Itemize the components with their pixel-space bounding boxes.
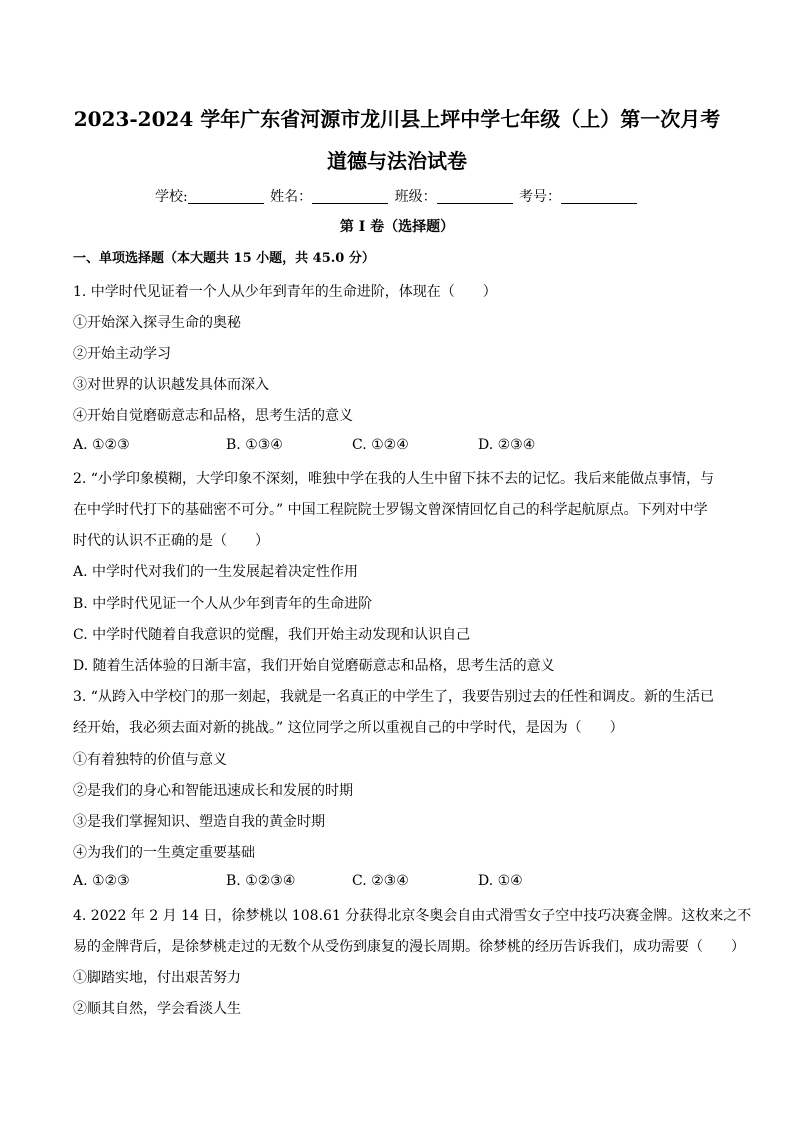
student-info-row	[0, 186, 794, 206]
q3-item-1: ①有着独特的价值与意义	[73, 752, 227, 768]
q1-item-1: ①开始深入探寻生命的奥秘	[73, 315, 241, 331]
name-blank[interactable]	[312, 189, 388, 204]
q4-item-2: ②顺其自然，学会看淡人生	[73, 1001, 241, 1017]
q2-stem-line3: 时代的认识不正确的是（ ）	[73, 533, 269, 549]
q3-option-a[interactable]: A. ①②③	[73, 873, 130, 889]
q3-option-d[interactable]: D. ①④	[478, 873, 523, 889]
exam-title-line2: 道德与法治试卷	[327, 149, 467, 173]
q4-stem-line1: 4. 2022 年 2 月 14 日，徐梦桃以 108.61 分获得北京冬奥会自由式滑雪女子空中技巧决赛金牌。这枚来之不	[73, 908, 752, 924]
q1-stem: 1. 中学时代见证着一个人从少年到青年的生命进阶，体现在（ ）	[73, 284, 497, 300]
q3-stem-line2: 经开始，我必须去面对新的挑战。” 这位同学之所以重视自己的中学时代，是因为（ ）	[73, 720, 624, 736]
class-label: 班级：	[394, 189, 437, 205]
volume-heading: 第 I 卷（选择题）	[339, 219, 455, 235]
q3-option-b[interactable]: B. ①②③④	[226, 873, 296, 889]
q1-option-c[interactable]: C. ①②④	[352, 437, 409, 453]
q2-choice-a[interactable]: A. 中学时代对我们的一生发展起着决定性作用	[73, 564, 359, 580]
q2-stem-line1: 2. “小学印象模糊，大学印象不深刻，唯独中学在我的人生中留下抹不去的记忆。我后来能做点事情，与	[73, 471, 714, 487]
q2-choice-c[interactable]: C. 中学时代随着自我意识的觉醒，我们开始主动发现和认识自己	[73, 627, 471, 643]
q3-option-c[interactable]: C. ②③④	[352, 873, 409, 889]
q2-stem-line2: 在中学时代打下的基础密不可分。” 中国工程院院士罗锡文曾深情回忆自己的科学起航原点。下列对中学	[73, 502, 708, 518]
q3-item-4: ④为我们的一生奠定重要基础	[73, 845, 255, 861]
q1-item-3: ③对世界的认识越发具体而深入	[73, 377, 269, 393]
q4-stem-line2: 易的金牌背后，是徐梦桃走过的无数个从受伤到康复的漫长周期。徐梦桃的经历告诉我们，成功需要（ ）	[73, 939, 745, 955]
name-label: 姓名：	[270, 189, 313, 205]
school-label: 学校:	[154, 189, 188, 205]
exam-title-line1: 2023-2024 学年广东省河源市龙川县上坪中学七年级（上）第一次月考	[73, 107, 721, 131]
q3-stem-line1: 3. “从跨入中学校门的那一刻起，我就是一名真正的中学生了，我要告别过去的任性和调皮。新的生活已	[73, 689, 714, 705]
school-blank[interactable]	[188, 189, 264, 204]
section-heading: 一、单项选择题（本大题共 15 小题，共 45.0 分）	[73, 251, 375, 266]
q1-option-b[interactable]: B. ①③④	[226, 437, 283, 453]
q1-item-4: ④开始自觉磨砺意志和品格，思考生活的意义	[73, 408, 353, 424]
q2-choice-d[interactable]: D. 随着生活体验的日渐丰富，我们开始自觉磨砺意志和品格，思考生活的意义	[73, 658, 555, 674]
q2-choice-b[interactable]: B. 中学时代见证一个人从少年到青年的生命进阶	[73, 596, 373, 612]
q4-item-1: ①脚踏实地，付出艰苦努力	[73, 970, 241, 986]
q1-option-a[interactable]: A. ①②③	[73, 437, 130, 453]
exam-no-label: 考号：	[519, 189, 562, 205]
exam-no-blank[interactable]	[561, 189, 637, 204]
q1-option-d[interactable]: D. ②③④	[478, 437, 536, 453]
class-blank[interactable]	[437, 189, 513, 204]
q1-item-2: ②开始主动学习	[73, 346, 171, 362]
q3-item-2: ②是我们的身心和智能迅速成长和发展的时期	[73, 783, 353, 799]
q3-item-3: ③是我们掌握知识、塑造自我的黄金时期	[73, 814, 325, 830]
